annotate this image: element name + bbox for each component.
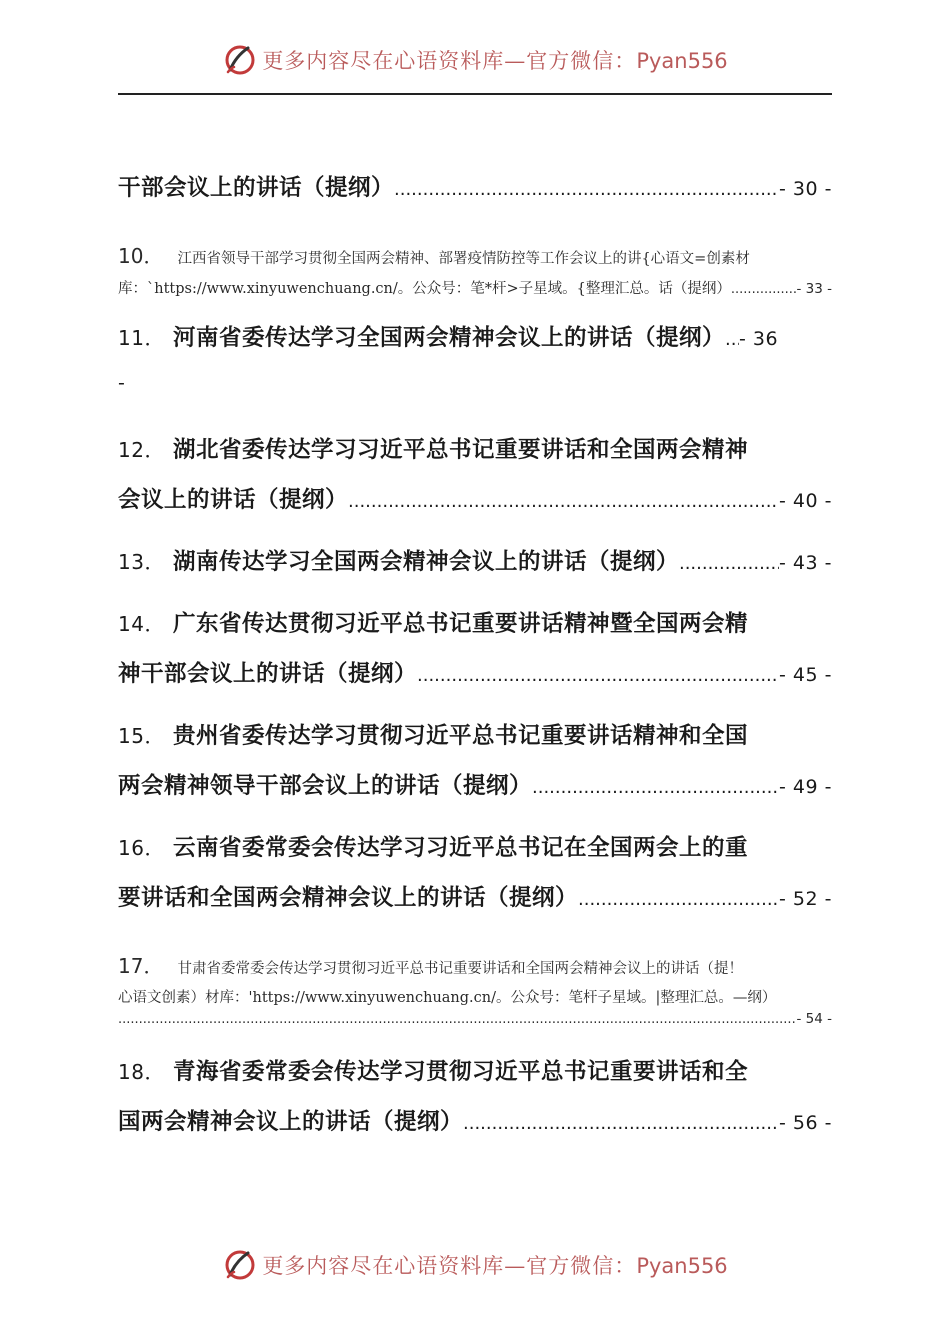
toc-entry-number: 11． bbox=[118, 326, 165, 350]
brush-logo-icon bbox=[222, 1247, 258, 1283]
toc-entry-11-tail bbox=[118, 372, 832, 394]
toc-entry-17-line2[interactable] bbox=[118, 986, 832, 1007]
toc-entry-title: 心语文创素）材库：'https://www.xinyuwenchuang.cn/。公众号：笔杆子星域。|整理汇总。—纲） bbox=[118, 990, 777, 1006]
dot-leader bbox=[578, 889, 779, 910]
banner-text: 更多内容尽在心语资料库—官方微信：Pyan556 bbox=[262, 49, 728, 73]
toc-entry-number: 18． bbox=[118, 1060, 165, 1084]
banner-text: 更多内容尽在心语资料库—官方微信：Pyan556 bbox=[262, 1254, 728, 1278]
toc-page-number: - 40 - bbox=[779, 490, 832, 512]
toc-entry-15-line1[interactable] bbox=[118, 718, 832, 750]
toc-page-number: - 52 - bbox=[779, 888, 832, 910]
toc-page-number: - 56 - bbox=[779, 1112, 832, 1134]
toc-entry-title: 库：`https://www.xinyuwenchuang.cn/。公众号：笔*杆>子星域。{整理汇总。话（提纲） bbox=[118, 281, 731, 297]
toc-entry-title: 会议上的讲话（提纲） bbox=[118, 487, 349, 513]
toc-page-number: - 33 - bbox=[796, 281, 832, 297]
toc-entry-title: 青海省委常委会传达学习贯彻习近平总书记重要讲话和全 bbox=[172, 1059, 748, 1085]
toc-entry-11[interactable] bbox=[118, 320, 832, 352]
toc-entry-10-line1[interactable] bbox=[118, 240, 832, 269]
toc-entry-18-line1[interactable] bbox=[118, 1054, 832, 1086]
toc-page-number-tail: - bbox=[118, 372, 126, 394]
toc-entry-title: 神干部会议上的讲话（提纲） bbox=[118, 661, 418, 687]
toc-entry-number: 13． bbox=[118, 550, 165, 574]
toc-page-number: - 45 - bbox=[779, 664, 832, 686]
toc-page-number: - 30 - bbox=[779, 178, 832, 200]
footer-banner bbox=[0, 1243, 950, 1287]
toc-entry-title: 干部会议上的讲话（提纲） bbox=[118, 175, 395, 201]
toc-entry-number: 10． bbox=[118, 244, 164, 268]
toc-entry-number: 15． bbox=[118, 724, 165, 748]
header-banner bbox=[0, 38, 950, 82]
toc-page-number: - 54 - bbox=[796, 1011, 832, 1027]
toc-page-number: - 36 bbox=[738, 328, 779, 350]
header-rule bbox=[118, 93, 832, 95]
toc-entry-12-line1[interactable] bbox=[118, 432, 832, 464]
toc-page-number: - 43 - bbox=[779, 552, 832, 574]
toc-entry-title: 要讲话和全国两会精神会议上的讲话（提纲） bbox=[118, 885, 579, 911]
dot-leader bbox=[348, 491, 779, 512]
dot-leader bbox=[463, 1113, 779, 1134]
toc-entry-title: 贵州省委传达学习贯彻习近平总书记重要讲话精神和全国 bbox=[172, 723, 748, 749]
toc-entry-18-line2[interactable] bbox=[118, 1104, 832, 1136]
toc-entry-number: 14． bbox=[118, 612, 165, 636]
dot-leader bbox=[417, 665, 779, 686]
dot-leader bbox=[532, 777, 779, 798]
toc-entry-title: 云南省委常委会传达学习习近平总书记在全国两会上的重 bbox=[172, 835, 748, 861]
toc-entry-14-line2[interactable] bbox=[118, 656, 832, 688]
toc-entry-13[interactable] bbox=[118, 544, 832, 576]
toc-entry-15-line2[interactable] bbox=[118, 768, 832, 800]
dot-leader bbox=[118, 1012, 796, 1027]
toc-entry-16-line2[interactable] bbox=[118, 880, 832, 912]
toc-entry-16-line1[interactable] bbox=[118, 830, 832, 862]
toc-entry-title: 河南省委传达学习全国两会精神会议上的讲话（提纲） bbox=[172, 325, 725, 351]
toc-entry-title: 湖南传达学习全国两会精神会议上的讲话（提纲） bbox=[172, 549, 679, 575]
toc-entry-number: 17． bbox=[118, 954, 164, 978]
dot-leader bbox=[679, 553, 779, 574]
toc-entry-title: 江西省领导干部学习贯彻全国两会精神、部署疫情防控等工作会议上的讲{心语文=创素材 bbox=[177, 251, 750, 267]
dot-leader bbox=[725, 329, 739, 350]
toc-entry-14-line1[interactable] bbox=[118, 606, 832, 638]
toc-entry-10-line2[interactable] bbox=[118, 277, 832, 298]
toc-entry-title: 湖北省委传达学习习近平总书记重要讲话和全国两会精神 bbox=[172, 437, 748, 463]
dot-leader bbox=[731, 282, 797, 297]
toc-page-number: - 49 - bbox=[779, 776, 832, 798]
dot-leader bbox=[394, 179, 779, 200]
toc-entry-9-cont[interactable] bbox=[118, 170, 832, 202]
toc-entry-title: 国两会精神会议上的讲话（提纲） bbox=[118, 1109, 464, 1135]
toc-entry-number: 12． bbox=[118, 438, 165, 462]
toc-entry-title: 两会精神领导干部会议上的讲话（提纲） bbox=[118, 773, 533, 799]
toc-entry-12-line2[interactable] bbox=[118, 482, 832, 514]
toc-entry-title: 广东省传达贯彻习近平总书记重要讲话精神暨全国两会精 bbox=[172, 611, 748, 637]
toc-entry-number: 16． bbox=[118, 836, 165, 860]
toc-entry-17-line1[interactable] bbox=[118, 950, 832, 979]
brush-logo-icon bbox=[222, 42, 258, 78]
toc-entry-title: 甘肃省委常委会传达学习贯彻习近平总书记重要讲话和全国两会精神会议上的讲话（提！ bbox=[177, 961, 743, 977]
toc-entry-17-line3[interactable] bbox=[118, 1011, 832, 1027]
